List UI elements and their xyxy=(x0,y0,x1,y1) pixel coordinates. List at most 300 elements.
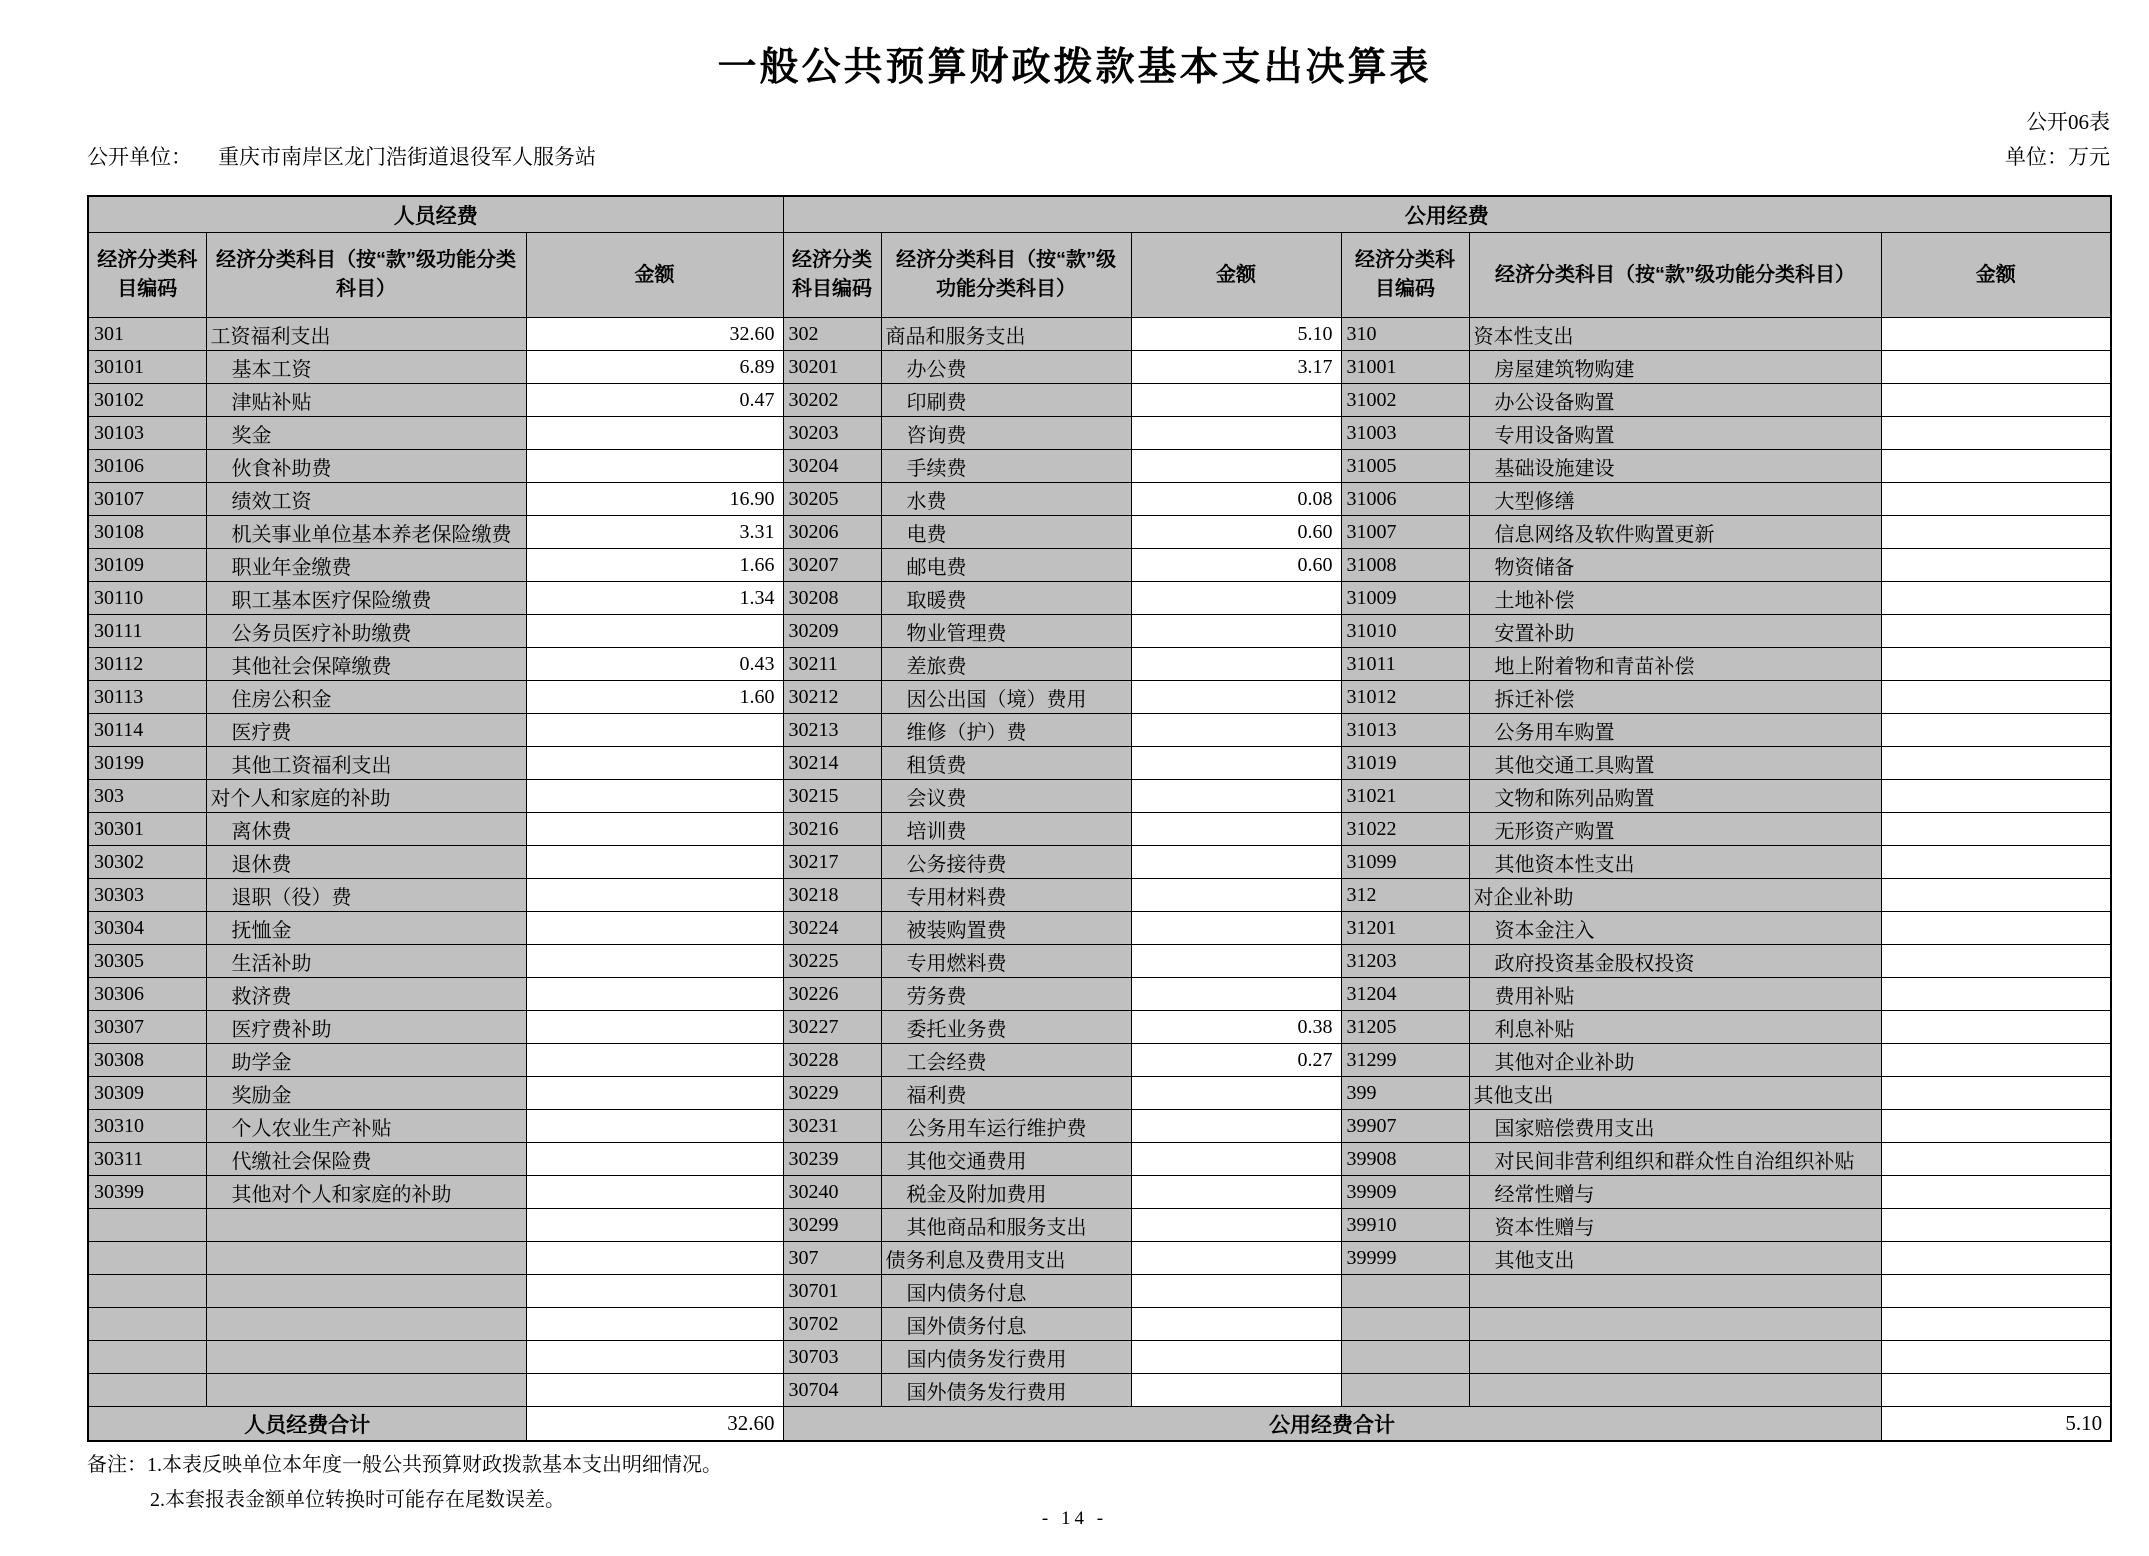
subject-cell: 资本性支出 xyxy=(1469,318,1881,351)
subject-cell: 基础设施建设 xyxy=(1469,450,1881,483)
subject-cell: 其他资本性支出 xyxy=(1469,846,1881,879)
code-cell: 31007 xyxy=(1341,516,1469,549)
code-cell: 30304 xyxy=(88,912,206,945)
subject-cell: 专用材料费 xyxy=(881,879,1131,912)
subject-cell: 办公设备购置 xyxy=(1469,384,1881,417)
amount-cell xyxy=(1881,1011,2111,1044)
form-number: 公开06表 xyxy=(2026,110,2110,134)
amount-cell xyxy=(526,1077,783,1110)
amount-cell xyxy=(526,1275,783,1308)
code-cell: 30309 xyxy=(88,1077,206,1110)
amount-cell xyxy=(526,1143,783,1176)
subject-cell: 经常性赠与 xyxy=(1469,1176,1881,1209)
code-cell xyxy=(88,1308,206,1341)
subject-cell: 其他社会保障缴费 xyxy=(206,648,526,681)
code-cell: 31012 xyxy=(1341,681,1469,714)
subject-cell: 土地补偿 xyxy=(1469,582,1881,615)
table-row xyxy=(88,747,2111,780)
basic-expenditure-table xyxy=(87,195,2112,1442)
code-cell: 30305 xyxy=(88,945,206,978)
amount-cell: 1.60 xyxy=(526,681,783,714)
amount-cell xyxy=(526,813,783,846)
code-cell: 39908 xyxy=(1341,1143,1469,1176)
code-cell: 30702 xyxy=(783,1308,881,1341)
code-cell: 30307 xyxy=(88,1011,206,1044)
code-cell: 30240 xyxy=(783,1176,881,1209)
subject-cell: 公务接待费 xyxy=(881,846,1131,879)
amount-cell xyxy=(1131,1110,1341,1143)
subject-cell: 培训费 xyxy=(881,813,1131,846)
amount-cell xyxy=(526,615,783,648)
code-cell: 30703 xyxy=(783,1341,881,1374)
amount-cell xyxy=(1881,1341,2111,1374)
table-row xyxy=(88,516,2111,549)
subject-cell: 住房公积金 xyxy=(206,681,526,714)
subject-cell: 福利费 xyxy=(881,1077,1131,1110)
table-row xyxy=(88,813,2111,846)
code-cell: 30239 xyxy=(783,1143,881,1176)
subject-cell xyxy=(1469,1341,1881,1374)
subject-cell: 会议费 xyxy=(881,780,1131,813)
column-header-row xyxy=(88,233,2111,318)
public-total-amount: 5.10 xyxy=(1881,1407,2111,1442)
col-header-amount-1: 金额 xyxy=(526,233,783,318)
code-cell: 30102 xyxy=(88,384,206,417)
table-row xyxy=(88,1077,2111,1110)
code-cell: 30224 xyxy=(783,912,881,945)
amount-cell xyxy=(1881,780,2111,813)
amount-cell: 0.60 xyxy=(1131,549,1341,582)
amount-cell: 0.27 xyxy=(1131,1044,1341,1077)
code-cell: 30211 xyxy=(783,648,881,681)
amount-cell xyxy=(1131,1308,1341,1341)
amount-cell xyxy=(526,1374,783,1407)
table-row xyxy=(88,483,2111,516)
amount-cell: 1.66 xyxy=(526,549,783,582)
subject-cell: 物资储备 xyxy=(1469,549,1881,582)
personnel-total-amount: 32.60 xyxy=(526,1407,783,1442)
amount-cell xyxy=(1131,780,1341,813)
subject-cell xyxy=(206,1341,526,1374)
code-cell: 307 xyxy=(783,1242,881,1275)
subject-cell: 其他商品和服务支出 xyxy=(881,1209,1131,1242)
amount-cell xyxy=(1131,1176,1341,1209)
subject-cell xyxy=(1469,1374,1881,1407)
table-row xyxy=(88,1011,2111,1044)
code-cell: 39909 xyxy=(1341,1176,1469,1209)
amount-cell xyxy=(1881,648,2111,681)
amount-cell xyxy=(526,1341,783,1374)
subject-cell xyxy=(1469,1275,1881,1308)
table-row xyxy=(88,1044,2111,1077)
code-cell: 31099 xyxy=(1341,846,1469,879)
table-row xyxy=(88,1110,2111,1143)
amount-cell: 5.10 xyxy=(1131,318,1341,351)
amount-cell xyxy=(1881,483,2111,516)
code-cell: 30213 xyxy=(783,714,881,747)
publishing-unit-label: 公开单位： xyxy=(87,145,192,169)
amount-cell xyxy=(1881,351,2111,384)
amount-cell xyxy=(1881,747,2111,780)
subject-cell: 费用补贴 xyxy=(1469,978,1881,1011)
amount-cell xyxy=(526,912,783,945)
amount-cell xyxy=(526,747,783,780)
amount-cell xyxy=(526,879,783,912)
table-row xyxy=(88,417,2111,450)
page-title: 一般公共预算财政拨款基本支出决算表 xyxy=(717,46,1432,89)
amount-cell xyxy=(526,450,783,483)
code-cell: 31204 xyxy=(1341,978,1469,1011)
table-row xyxy=(88,384,2111,417)
page-number: - 14 - xyxy=(1041,1508,1108,1529)
code-cell: 30207 xyxy=(783,549,881,582)
subject-cell: 地上附着物和青苗补偿 xyxy=(1469,648,1881,681)
amount-cell xyxy=(1881,1110,2111,1143)
subject-cell: 资本金注入 xyxy=(1469,912,1881,945)
subject-cell: 职工基本医疗保险缴费 xyxy=(206,582,526,615)
col-header-code-3: 经济分类科目编码 xyxy=(1341,233,1469,318)
code-cell: 399 xyxy=(1341,1077,1469,1110)
amount-cell xyxy=(1881,549,2111,582)
code-cell: 31019 xyxy=(1341,747,1469,780)
amount-cell xyxy=(1131,813,1341,846)
code-cell: 30208 xyxy=(783,582,881,615)
code-cell: 30218 xyxy=(783,879,881,912)
table-row xyxy=(88,1275,2111,1308)
subject-cell: 代缴社会保险费 xyxy=(206,1143,526,1176)
subject-cell: 国家赔偿费用支出 xyxy=(1469,1110,1881,1143)
subject-cell: 劳务费 xyxy=(881,978,1131,1011)
amount-cell xyxy=(1881,450,2111,483)
amount-cell xyxy=(1881,1374,2111,1407)
subject-cell: 助学金 xyxy=(206,1044,526,1077)
public-total-label: 公用经费合计 xyxy=(783,1407,1881,1442)
subject-cell: 机关事业单位基本养老保险缴费 xyxy=(206,516,526,549)
amount-cell: 6.89 xyxy=(526,351,783,384)
amount-cell: 1.34 xyxy=(526,582,783,615)
amount-cell xyxy=(1131,1209,1341,1242)
code-cell: 31203 xyxy=(1341,945,1469,978)
table-row xyxy=(88,351,2111,384)
amount-cell xyxy=(1881,1044,2111,1077)
amount-cell: 0.60 xyxy=(1131,516,1341,549)
table-row xyxy=(88,780,2111,813)
amount-cell: 16.90 xyxy=(526,483,783,516)
col-header-code-2: 经济分类科目编码 xyxy=(783,233,881,318)
amount-cell xyxy=(1131,450,1341,483)
subject-cell: 委托业务费 xyxy=(881,1011,1131,1044)
code-cell: 30231 xyxy=(783,1110,881,1143)
note-line-2: 2.本套报表金额单位转换时可能存在尾数误差。 xyxy=(150,1489,565,1511)
amount-cell xyxy=(1881,846,2111,879)
code-cell: 30303 xyxy=(88,879,206,912)
subject-cell: 其他对企业补助 xyxy=(1469,1044,1881,1077)
amount-cell xyxy=(1881,582,2111,615)
amount-cell xyxy=(1881,912,2111,945)
code-cell: 31008 xyxy=(1341,549,1469,582)
amount-cell: 0.38 xyxy=(1131,1011,1341,1044)
code-cell: 30202 xyxy=(783,384,881,417)
subject-cell xyxy=(206,1209,526,1242)
subject-cell: 办公费 xyxy=(881,351,1131,384)
code-cell: 30199 xyxy=(88,747,206,780)
group-header-personnel: 人员经费 xyxy=(88,196,783,233)
code-cell: 30214 xyxy=(783,747,881,780)
amount-cell xyxy=(1881,1308,2111,1341)
code-cell: 31011 xyxy=(1341,648,1469,681)
amount-cell: 3.17 xyxy=(1131,351,1341,384)
amount-cell xyxy=(1131,384,1341,417)
subject-cell: 文物和陈列品购置 xyxy=(1469,780,1881,813)
subject-cell: 债务利息及费用支出 xyxy=(881,1242,1131,1275)
table-row xyxy=(88,945,2111,978)
totals-row xyxy=(88,1407,2111,1442)
amount-cell xyxy=(1131,1275,1341,1308)
amount-cell xyxy=(1881,714,2111,747)
subject-cell: 被装购置费 xyxy=(881,912,1131,945)
amount-cell xyxy=(1131,582,1341,615)
col-header-subject-3: 经济分类科目（按“款”级功能分类科目） xyxy=(1469,233,1881,318)
subject-cell: 国内债务付息 xyxy=(881,1275,1131,1308)
code-cell: 301 xyxy=(88,318,206,351)
code-cell xyxy=(1341,1341,1469,1374)
table-row xyxy=(88,1143,2111,1176)
amount-cell: 32.60 xyxy=(526,318,783,351)
table-row xyxy=(88,681,2111,714)
amount-cell: 0.47 xyxy=(526,384,783,417)
code-cell: 30114 xyxy=(88,714,206,747)
subject-cell: 取暖费 xyxy=(881,582,1131,615)
amount-cell xyxy=(526,1011,783,1044)
table-row xyxy=(88,450,2111,483)
code-cell: 31201 xyxy=(1341,912,1469,945)
code-cell: 303 xyxy=(88,780,206,813)
code-cell: 31021 xyxy=(1341,780,1469,813)
amount-cell xyxy=(1881,1242,2111,1275)
amount-cell xyxy=(1881,318,2111,351)
subject-cell: 公务用车购置 xyxy=(1469,714,1881,747)
code-cell: 30111 xyxy=(88,615,206,648)
subject-cell: 公务员医疗补助缴费 xyxy=(206,615,526,648)
amount-cell xyxy=(1881,1275,2111,1308)
amount-cell xyxy=(526,714,783,747)
amount-cell xyxy=(1131,1374,1341,1407)
code-cell: 30112 xyxy=(88,648,206,681)
subject-cell: 工资福利支出 xyxy=(206,318,526,351)
code-cell: 30701 xyxy=(783,1275,881,1308)
amount-cell xyxy=(526,1308,783,1341)
subject-cell: 其他工资福利支出 xyxy=(206,747,526,780)
amount-cell xyxy=(1131,879,1341,912)
col-header-subject-2: 经济分类科目（按“款”级功能分类科目） xyxy=(881,233,1131,318)
code-cell: 31009 xyxy=(1341,582,1469,615)
code-cell: 30106 xyxy=(88,450,206,483)
amount-cell xyxy=(1131,1341,1341,1374)
subject-cell: 国外债务付息 xyxy=(881,1308,1131,1341)
subject-cell: 因公出国（境）费用 xyxy=(881,681,1131,714)
code-cell: 31002 xyxy=(1341,384,1469,417)
personnel-total-label: 人员经费合计 xyxy=(88,1407,526,1442)
subject-cell: 公务用车运行维护费 xyxy=(881,1110,1131,1143)
code-cell: 30107 xyxy=(88,483,206,516)
publishing-unit-line xyxy=(87,141,596,171)
amount-cell xyxy=(1131,1242,1341,1275)
amount-cell xyxy=(1881,615,2111,648)
subject-cell: 物业管理费 xyxy=(881,615,1131,648)
code-cell: 30227 xyxy=(783,1011,881,1044)
amount-cell xyxy=(1881,417,2111,450)
table-row xyxy=(88,549,2111,582)
code-cell: 39999 xyxy=(1341,1242,1469,1275)
subject-cell: 对个人和家庭的补助 xyxy=(206,780,526,813)
code-cell: 31003 xyxy=(1341,417,1469,450)
code-cell xyxy=(1341,1374,1469,1407)
code-cell: 39907 xyxy=(1341,1110,1469,1143)
amount-cell xyxy=(526,1242,783,1275)
subject-cell: 大型修缮 xyxy=(1469,483,1881,516)
code-cell xyxy=(88,1242,206,1275)
amount-cell xyxy=(526,846,783,879)
code-cell: 30306 xyxy=(88,978,206,1011)
table-row xyxy=(88,615,2111,648)
amount-cell xyxy=(1131,714,1341,747)
code-cell: 39910 xyxy=(1341,1209,1469,1242)
code-cell: 31299 xyxy=(1341,1044,1469,1077)
code-cell xyxy=(88,1341,206,1374)
code-cell: 30226 xyxy=(783,978,881,1011)
code-cell: 30201 xyxy=(783,351,881,384)
code-cell: 30103 xyxy=(88,417,206,450)
code-cell: 31001 xyxy=(1341,351,1469,384)
subject-cell: 专用燃料费 xyxy=(881,945,1131,978)
subject-cell xyxy=(1469,1308,1881,1341)
subject-cell: 手续费 xyxy=(881,450,1131,483)
code-cell: 30217 xyxy=(783,846,881,879)
subject-cell: 救济费 xyxy=(206,978,526,1011)
code-cell: 30204 xyxy=(783,450,881,483)
code-cell: 30101 xyxy=(88,351,206,384)
subject-cell: 政府投资基金股权投资 xyxy=(1469,945,1881,978)
amount-cell xyxy=(1131,417,1341,450)
amount-cell xyxy=(1881,1176,2111,1209)
subject-cell: 绩效工资 xyxy=(206,483,526,516)
table-row xyxy=(88,714,2111,747)
subject-cell xyxy=(206,1374,526,1407)
subject-cell xyxy=(206,1308,526,1341)
code-cell: 30215 xyxy=(783,780,881,813)
subject-cell: 拆迁补偿 xyxy=(1469,681,1881,714)
amount-cell xyxy=(526,1044,783,1077)
col-header-subject-1: 经济分类科目（按“款”级功能分类科目） xyxy=(206,233,526,318)
code-cell: 30228 xyxy=(783,1044,881,1077)
amount-cell xyxy=(1131,1143,1341,1176)
amount-cell xyxy=(1881,879,2111,912)
code-cell xyxy=(88,1275,206,1308)
code-cell: 30308 xyxy=(88,1044,206,1077)
col-header-amount-3: 金额 xyxy=(1881,233,2111,318)
amount-cell xyxy=(1881,1077,2111,1110)
subject-cell: 安置补助 xyxy=(1469,615,1881,648)
table-row xyxy=(88,846,2111,879)
amount-cell xyxy=(526,1176,783,1209)
amount-cell xyxy=(1131,846,1341,879)
code-cell: 30399 xyxy=(88,1176,206,1209)
currency-unit-label: 单位：万元 xyxy=(2005,145,2110,169)
subject-cell: 伙食补助费 xyxy=(206,450,526,483)
subject-cell: 其他支出 xyxy=(1469,1077,1881,1110)
code-cell: 31010 xyxy=(1341,615,1469,648)
code-cell: 312 xyxy=(1341,879,1469,912)
amount-cell xyxy=(1131,648,1341,681)
subject-cell: 国外债务发行费用 xyxy=(881,1374,1131,1407)
subject-cell: 对民间非营利组织和群众性自治组织补贴 xyxy=(1469,1143,1881,1176)
subject-cell: 退休费 xyxy=(206,846,526,879)
subject-cell: 津贴补贴 xyxy=(206,384,526,417)
table-row xyxy=(88,1341,2111,1374)
table-row xyxy=(88,1374,2111,1407)
table-row xyxy=(88,582,2111,615)
subject-cell: 税金及附加费用 xyxy=(881,1176,1131,1209)
code-cell: 30216 xyxy=(783,813,881,846)
code-cell xyxy=(1341,1275,1469,1308)
table-row xyxy=(88,318,2111,351)
code-cell: 31205 xyxy=(1341,1011,1469,1044)
code-cell: 30209 xyxy=(783,615,881,648)
subject-cell: 个人农业生产补贴 xyxy=(206,1110,526,1143)
amount-cell xyxy=(526,780,783,813)
amount-cell xyxy=(1881,813,2111,846)
code-cell: 30113 xyxy=(88,681,206,714)
subject-cell: 商品和服务支出 xyxy=(881,318,1131,351)
amount-cell xyxy=(526,1209,783,1242)
code-cell: 31005 xyxy=(1341,450,1469,483)
amount-cell xyxy=(1131,978,1341,1011)
code-cell: 31006 xyxy=(1341,483,1469,516)
meta-block xyxy=(87,106,2110,171)
code-cell xyxy=(88,1374,206,1407)
code-cell: 30229 xyxy=(783,1077,881,1110)
amount-cell: 3.31 xyxy=(526,516,783,549)
amount-cell: 0.08 xyxy=(1131,483,1341,516)
col-header-amount-2: 金额 xyxy=(1131,233,1341,318)
subject-cell: 其他交通工具购置 xyxy=(1469,747,1881,780)
code-cell: 30302 xyxy=(88,846,206,879)
amount-cell xyxy=(1131,615,1341,648)
publishing-unit-name: 重庆市南岸区龙门浩街道退役军人服务站 xyxy=(218,145,596,169)
subject-cell: 租赁费 xyxy=(881,747,1131,780)
code-cell: 310 xyxy=(1341,318,1469,351)
code-cell: 30110 xyxy=(88,582,206,615)
subject-cell: 专用设备购置 xyxy=(1469,417,1881,450)
table-row xyxy=(88,879,2111,912)
amount-cell xyxy=(1881,516,2111,549)
amount-cell xyxy=(526,1110,783,1143)
amount-cell xyxy=(1881,945,2111,978)
amount-cell xyxy=(526,417,783,450)
subject-cell: 邮电费 xyxy=(881,549,1131,582)
table-row xyxy=(88,1209,2111,1242)
subject-cell: 医疗费 xyxy=(206,714,526,747)
subject-cell: 退职（役）费 xyxy=(206,879,526,912)
subject-cell: 离休费 xyxy=(206,813,526,846)
table-row xyxy=(88,1308,2111,1341)
subject-cell: 对企业补助 xyxy=(1469,879,1881,912)
subject-cell: 基本工资 xyxy=(206,351,526,384)
group-header-public: 公用经费 xyxy=(783,196,2111,233)
code-cell: 30704 xyxy=(783,1374,881,1407)
code-cell: 30225 xyxy=(783,945,881,978)
subject-cell: 咨询费 xyxy=(881,417,1131,450)
